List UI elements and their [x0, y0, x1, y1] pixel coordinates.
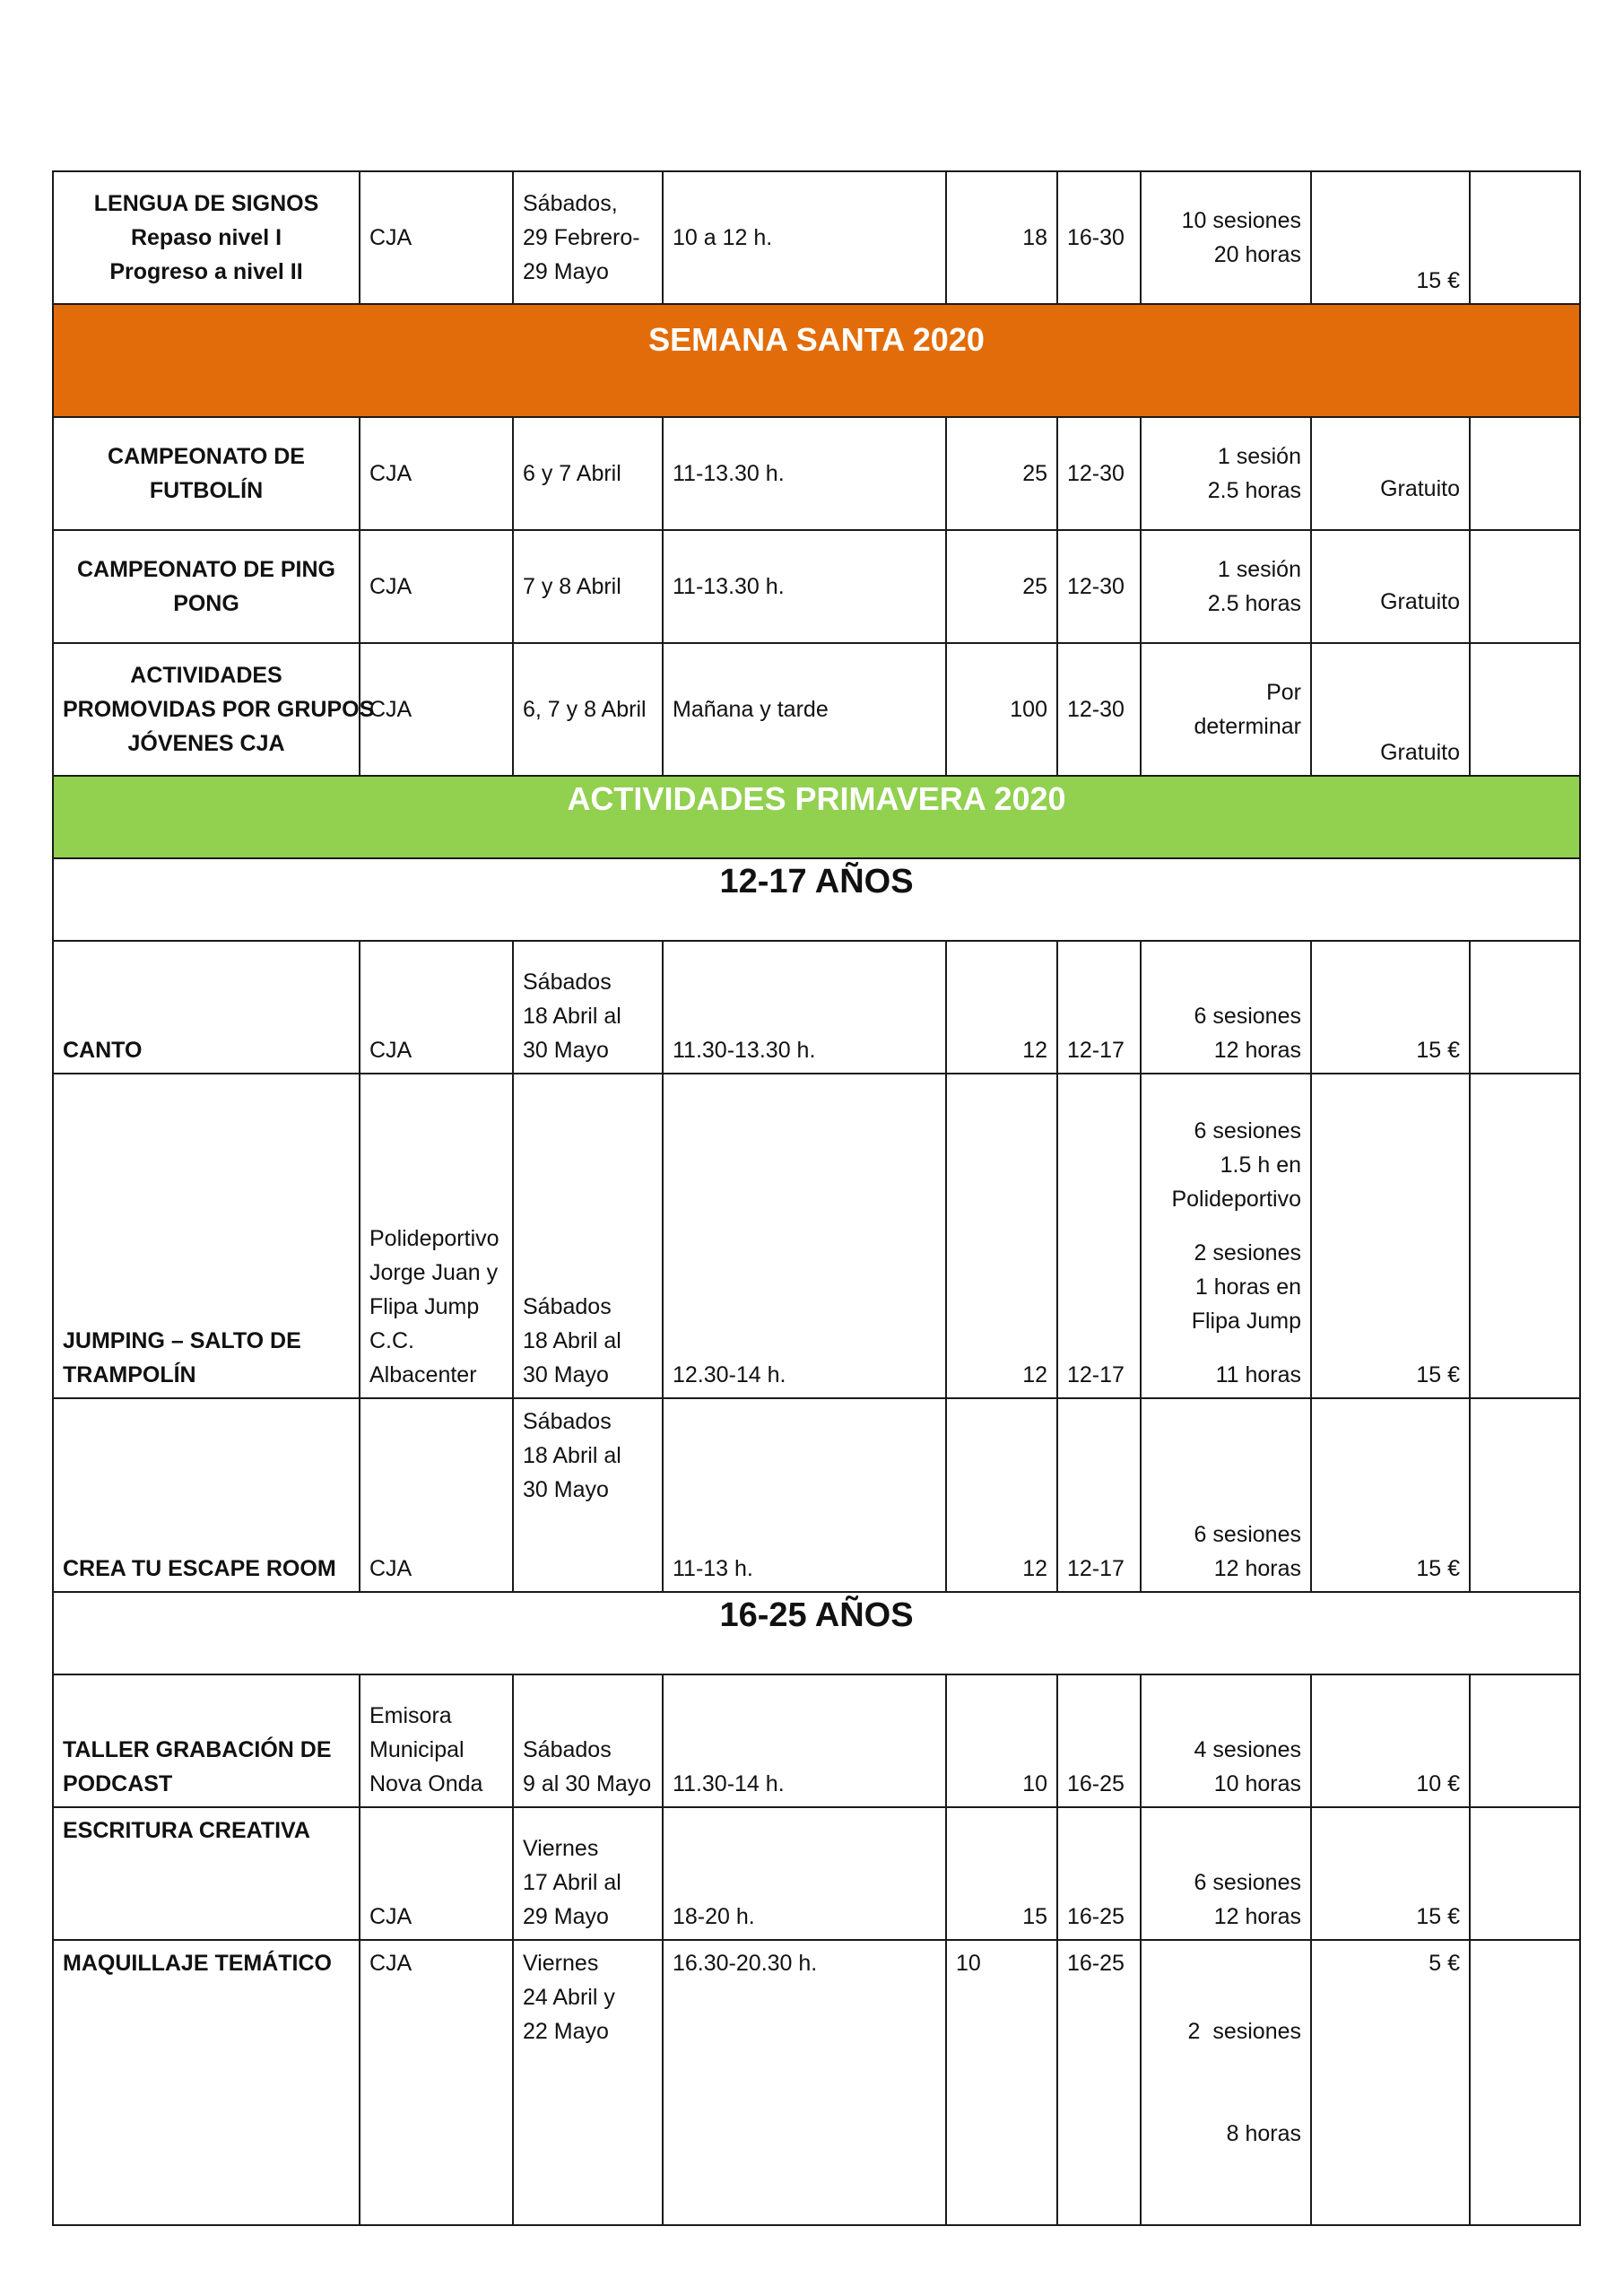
activity-name: CAMPEONATO DE FUTBOLÍN [53, 417, 360, 530]
table-row [53, 1807, 1580, 1940]
table-row [53, 171, 1580, 304]
activity-duration: 6 sesiones 12 horas [1141, 1807, 1311, 1940]
activity-dates: Sábados 18 Abril al 30 Mayo [513, 1074, 663, 1398]
section-header-row [53, 858, 1580, 941]
empty-cell [1470, 1074, 1580, 1398]
activity-price: Gratuito [1311, 417, 1470, 530]
activity-place: CJA [360, 643, 513, 776]
activity-name: TALLER GRABACIÓN DE PODCAST [53, 1674, 360, 1807]
activity-place: Emisora Municipal Nova Onda [360, 1674, 513, 1807]
activity-time: 11.30-13.30 h. [663, 941, 946, 1074]
activity-name: LENGUA DE SIGNOS Repaso nivel I Progreso a nivel II [53, 171, 360, 304]
section-header-row [53, 304, 1580, 417]
activity-duration: 6 sesiones 1.5 h en Polideportivo 2 sesiones 1 horas en Flipa Jump 11 horas [1141, 1074, 1311, 1398]
activity-duration: 4 sesiones 10 horas [1141, 1674, 1311, 1807]
activity-duration: 2 sesiones 8 horas [1141, 1940, 1311, 2225]
activity-dates: 6, 7 y 8 Abril [513, 643, 663, 776]
table-row [53, 530, 1580, 643]
activity-price: 5 € [1311, 1940, 1470, 2225]
activity-place: CJA [360, 417, 513, 530]
activity-place: CJA [360, 171, 513, 304]
activity-name: ACTIVIDADES PROMOVIDAS POR GRUPOS JÓVENES CJA [53, 643, 360, 776]
activity-dates: Sábados 18 Abril al 30 Mayo [513, 941, 663, 1074]
section-header-row [53, 776, 1580, 858]
empty-cell [1470, 1807, 1580, 1940]
activity-name: ESCRITURA CREATIVA [53, 1807, 360, 1940]
activity-duration: 1 sesión 2.5 horas [1141, 417, 1311, 530]
table-row [53, 643, 1580, 776]
activity-ages: 16-25 [1057, 1940, 1141, 2225]
activity-ages: 12-30 [1057, 417, 1141, 530]
activity-place: CJA [360, 1807, 513, 1940]
activity-places: 25 [946, 530, 1057, 643]
activity-price: Gratuito [1311, 643, 1470, 776]
section-title-semana-santa: SEMANA SANTA 2020 [53, 304, 1580, 417]
table-row [53, 417, 1580, 530]
activities-table [52, 170, 1581, 2226]
activity-dates: Sábados 9 al 30 Mayo [513, 1674, 663, 1807]
activity-duration: 6 sesiones 12 horas [1141, 1398, 1311, 1592]
activity-dates: 7 y 8 Abril [513, 530, 663, 643]
empty-cell [1470, 530, 1580, 643]
activity-places: 25 [946, 417, 1057, 530]
activities-table-page [52, 170, 1579, 2226]
activity-time: 12.30-14 h. [663, 1074, 946, 1398]
activity-price: 15 € [1311, 1398, 1470, 1592]
activity-places: 12 [946, 941, 1057, 1074]
activity-price: 15 € [1311, 1074, 1470, 1398]
activity-places: 12 [946, 1398, 1057, 1592]
table-row [53, 941, 1580, 1074]
activity-place: CJA [360, 1940, 513, 2225]
activity-dates: Viernes 17 Abril al 29 Mayo [513, 1807, 663, 1940]
section-title-age-12-17: 12-17 AÑOS [53, 858, 1580, 941]
activity-dates: 6 y 7 Abril [513, 417, 663, 530]
section-title-primavera: ACTIVIDADES PRIMAVERA 2020 [53, 776, 1580, 858]
activity-price: 15 € [1311, 171, 1470, 304]
activity-time: Mañana y tarde [663, 643, 946, 776]
table-row [53, 1074, 1580, 1398]
activity-dates: Viernes 24 Abril y 22 Mayo [513, 1940, 663, 2225]
section-title-age-16-25: 16-25 AÑOS [53, 1592, 1580, 1674]
activity-ages: 12-30 [1057, 530, 1141, 643]
activity-name: CREA TU ESCAPE ROOM [53, 1398, 360, 1592]
activity-place: Polideportivo Jorge Juan y Flipa Jump C.C. Albacenter [360, 1074, 513, 1398]
table-row [53, 1674, 1580, 1807]
activity-price: Gratuito [1311, 530, 1470, 643]
activity-places: 18 [946, 171, 1057, 304]
activity-time: 11.30-14 h. [663, 1674, 946, 1807]
activity-ages: 12-17 [1057, 1398, 1141, 1592]
activity-ages: 16-30 [1057, 171, 1141, 304]
activity-ages: 16-25 [1057, 1674, 1141, 1807]
empty-cell [1470, 171, 1580, 304]
activity-ages: 16-25 [1057, 1807, 1141, 1940]
activity-dates: Sábados, 29 Febrero- 29 Mayo [513, 171, 663, 304]
table-row [53, 1398, 1580, 1592]
empty-cell [1470, 1940, 1580, 2225]
activity-time: 11-13 h. [663, 1398, 946, 1592]
activity-ages: 12-17 [1057, 941, 1141, 1074]
empty-cell [1470, 643, 1580, 776]
activity-price: 15 € [1311, 1807, 1470, 1940]
activity-time: 16.30-20.30 h. [663, 1940, 946, 2225]
activity-duration: 6 sesiones 12 horas [1141, 941, 1311, 1074]
activity-time: 10 a 12 h. [663, 171, 946, 304]
activity-place: CJA [360, 530, 513, 643]
activity-time: 11-13.30 h. [663, 530, 946, 643]
activity-places: 15 [946, 1807, 1057, 1940]
activity-place: CJA [360, 941, 513, 1074]
activity-places: 100 [946, 643, 1057, 776]
activity-ages: 12-30 [1057, 643, 1141, 776]
activity-time: 18-20 h. [663, 1807, 946, 1940]
activity-places: 12 [946, 1074, 1057, 1398]
activity-price: 15 € [1311, 941, 1470, 1074]
activity-places: 10 [946, 1940, 1057, 2225]
table-row [53, 1940, 1580, 2225]
activity-name: CAMPEONATO DE PING PONG [53, 530, 360, 643]
activity-places: 10 [946, 1674, 1057, 1807]
section-header-row [53, 1592, 1580, 1674]
activity-name: MAQUILLAJE TEMÁTICO [53, 1940, 360, 2225]
activity-duration: 10 sesiones 20 horas [1141, 171, 1311, 304]
activity-ages: 12-17 [1057, 1074, 1141, 1398]
empty-cell [1470, 417, 1580, 530]
activity-duration: Por determinar [1141, 643, 1311, 776]
empty-cell [1470, 941, 1580, 1074]
activity-dates: Sábados 18 Abril al 30 Mayo [513, 1398, 663, 1592]
activity-time: 11-13.30 h. [663, 417, 946, 530]
activity-place: CJA [360, 1398, 513, 1592]
activity-duration: 1 sesión 2.5 horas [1141, 530, 1311, 643]
empty-cell [1470, 1398, 1580, 1592]
activity-name: JUMPING – SALTO DE TRAMPOLÍN [53, 1074, 360, 1398]
empty-cell [1470, 1674, 1580, 1807]
activity-name: CANTO [53, 941, 360, 1074]
activity-price: 10 € [1311, 1674, 1470, 1807]
